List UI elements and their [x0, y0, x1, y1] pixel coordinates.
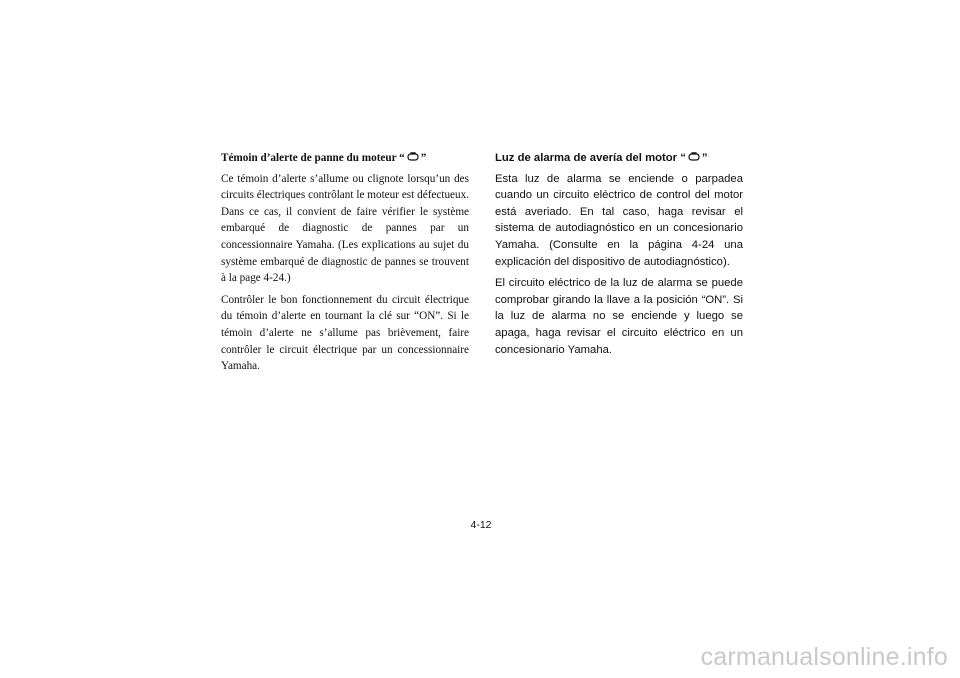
page-number: 4-12	[470, 519, 492, 531]
french-heading-close: ”	[420, 152, 427, 164]
engine-warning-icon	[406, 152, 420, 162]
watermark: carmanualsonline.info	[700, 643, 948, 671]
spanish-heading-text: Luz de alarma de avería del motor “	[495, 152, 686, 164]
french-column	[221, 150, 469, 380]
spanish-column	[495, 150, 743, 363]
french-heading	[221, 150, 469, 167]
spanish-paragraph-1: Esta luz de alarma se enciende o parpadea cuando un circuito eléctrico de control del motor está averiado. En tal caso, haga revisar el sistema de autodiagnóstico en un concesionario Yamaha. (Consulte en la página 4-24 una explicación del dispositivo de autodiagnóstico).	[495, 172, 743, 268]
spanish-paragraph-2: El circuito eléctrico de la luz de alarma se puede comprobar girando la llave a la posición “ON”. Si la luz de alarma no se enciende y luego se apaga, haga revisar el circuito eléctrico en un concesionario Yamaha.	[495, 277, 743, 356]
spanish-heading-close: ”	[701, 152, 708, 164]
french-paragraph-2: Contrôler le bon fonctionnement du circuit électrique du témoin d’alerte en tournant la clé sur “ON”. Si le témoin d’alerte ne s’allume pas brièvement, faire contrôler le circuit électrique par un concessionnaire Yamaha.	[221, 293, 469, 373]
french-paragraph-1: Ce témoin d’alerte s’allume ou clignote lorsqu’un des circuits électriques contrôlant le moteur est défectueux. Dans ce cas, il convient de faire vérifier le système embarqué de diagnostic de pannes par un concessionnaire Yamaha. (Les explications au sujet du système embarqué de diagnostic de pannes se trouvent à la page 4-24.)	[221, 172, 469, 285]
engine-warning-icon	[687, 152, 701, 162]
spanish-heading	[495, 150, 743, 167]
french-heading-text: Témoin d’alerte de panne du moteur “	[221, 152, 405, 164]
